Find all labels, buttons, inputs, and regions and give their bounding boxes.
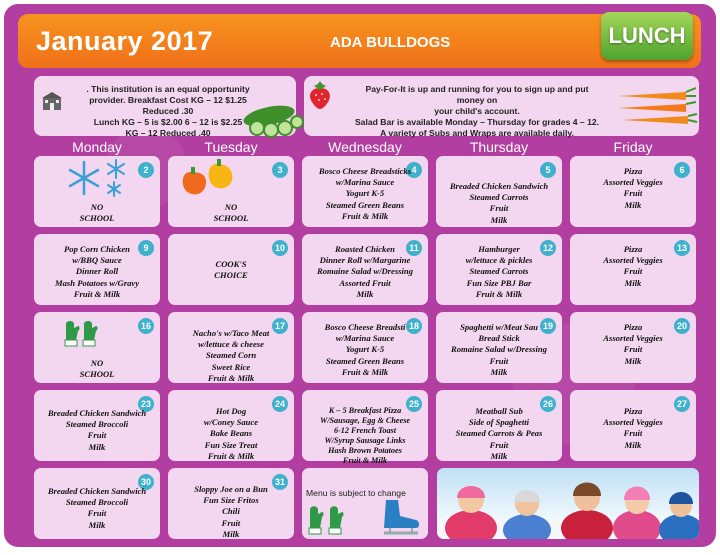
menu-item: Milk — [88, 519, 106, 530]
menu-item: w/Marina Sauce — [335, 333, 395, 344]
day-number: 20 — [674, 318, 690, 334]
day-cell — [436, 156, 562, 227]
day-cell — [436, 234, 562, 305]
ice-skate-icon — [376, 498, 422, 538]
menu-item: Bosco Cheese Breadsti — [324, 322, 406, 332]
menu-item: Pizza — [623, 406, 643, 416]
menu-item: Romaine Salad w/Dressing — [317, 266, 413, 277]
menu-item: Dinner Roll — [75, 266, 119, 277]
menu-text — [172, 484, 290, 540]
day-cell — [34, 390, 160, 461]
day-cell — [34, 234, 160, 305]
menu-item: Side of Spaghetti — [468, 417, 530, 428]
menu-item: CHOICE — [214, 270, 248, 281]
menu-item: Hot Dog — [215, 406, 247, 416]
menu-item: Milk — [624, 277, 642, 288]
cucumber-icon — [239, 98, 311, 138]
menu-item: Milk — [624, 199, 642, 210]
weekday-thursday: Thursday — [469, 139, 529, 155]
menu-text — [306, 166, 424, 222]
menu-text — [306, 322, 424, 378]
menu-item: w/Coney Sauce — [203, 417, 259, 428]
snowflake-icon — [64, 158, 134, 198]
day-number: 9 — [138, 240, 154, 256]
menu-item: Steamed Broccoli — [65, 419, 129, 430]
menu-item: Milk — [490, 450, 508, 461]
menu-item: Fun Size Treat — [204, 439, 258, 450]
menu-page — [4, 4, 716, 547]
menu-item: Meatball Sub — [475, 406, 523, 416]
day-cell — [34, 468, 160, 539]
day-number: 11 — [406, 240, 422, 256]
weekday-wednesday: Wednesday — [328, 139, 402, 155]
menu-item: Fruit — [87, 508, 107, 519]
menu-item: w/lettuce & cheese — [198, 339, 264, 350]
menu-item: Milk — [356, 288, 374, 299]
menu-item: Assorted Veggies — [603, 255, 663, 266]
lunch-badge-label: LUNCH — [608, 23, 686, 48]
menu-text — [440, 244, 558, 300]
menu-item: Steamed Green Beans — [325, 355, 405, 366]
mittens-icon — [306, 502, 350, 538]
day-cell — [302, 390, 428, 465]
menu-text — [38, 358, 156, 380]
menu-item: Breaded Chicken Sandwich — [47, 408, 147, 418]
menu-item: W/Syrup Sausage Links — [324, 436, 406, 445]
page-title: January 2017 — [36, 26, 214, 56]
day-cell — [570, 312, 696, 383]
day-cell — [168, 468, 294, 539]
day-number: 19 — [540, 318, 556, 334]
menu-item: Assorted Veggies — [603, 417, 663, 428]
menu-text — [172, 406, 290, 462]
menu-item: Pizza — [623, 166, 643, 176]
day-cell — [436, 390, 562, 461]
day-cell — [436, 312, 562, 383]
menu-item: NO — [90, 358, 104, 368]
menu-text — [172, 328, 290, 384]
menu-item: Sweet Rice — [211, 361, 251, 372]
day-number: 2 — [138, 162, 154, 178]
menu-item: Fruit — [87, 430, 107, 441]
info-left-line: KG – 12 Reduced .40 — [125, 128, 211, 138]
day-cell — [302, 234, 428, 305]
menu-item: Milk — [624, 355, 642, 366]
mittens-icon — [62, 318, 102, 352]
menu-item: SCHOOL — [213, 213, 249, 224]
menu-item: Yogurt K-5 — [345, 188, 385, 199]
menu-item: Steamed Corn — [205, 350, 257, 361]
day-number: 10 — [272, 240, 288, 256]
info-right-line: Salad Bar is available Monday – Thursday for grades 4 – 12. — [354, 117, 600, 127]
menu-item: Fruit & Milk — [475, 288, 523, 299]
menu-item: NO — [224, 202, 238, 212]
menu-item: Steamed Broccoli — [65, 497, 129, 508]
menu-item: Spaghetti w/Meat Sau — [460, 322, 538, 332]
day-cell — [34, 312, 160, 383]
menu-text — [574, 406, 692, 451]
menu-item: Breaded Chicken Sandwich — [47, 486, 147, 496]
menu-item: Sloppy Joe on a Bun — [194, 484, 268, 494]
menu-item: Steamed Carrots — [469, 192, 529, 203]
menu-item: Milk — [490, 214, 508, 225]
menu-item: Bosco Cheese Breadsticks — [318, 166, 412, 176]
menu-item: Fruit & Milk — [341, 366, 389, 377]
menu-item: W/Sausage, Egg & Cheese — [319, 416, 411, 425]
menu-item: Fruit — [489, 355, 509, 366]
menu-text — [38, 486, 156, 531]
menu-item: Roasted Chicken — [335, 244, 395, 254]
menu-item: Pop Corn Chicken — [64, 244, 130, 254]
day-cell — [168, 156, 294, 227]
info-right-line: your child's account. — [434, 106, 520, 116]
menu-item: COOK'S — [215, 259, 247, 269]
menu-item: Nacho's w/Taco Meat — [192, 328, 270, 338]
school-icon — [40, 90, 64, 112]
day-number: 4 — [406, 162, 422, 178]
day-number: 13 — [674, 240, 690, 256]
day-cell — [168, 234, 294, 305]
lunch-badge — [601, 12, 693, 60]
menu-item: SCHOOL — [79, 369, 115, 380]
menu-item: Milk — [624, 439, 642, 450]
day-cell — [34, 156, 160, 227]
day-number: 5 — [540, 162, 556, 178]
children-illustration — [437, 468, 699, 539]
menu-item: Fun Size PBJ Bar — [466, 277, 532, 288]
menu-text — [38, 202, 156, 224]
day-number: 23 — [138, 396, 154, 412]
menu-text — [574, 166, 692, 211]
menu-item: Hash Brown Potatoes — [328, 446, 402, 455]
children-in-snow-photo — [437, 468, 699, 539]
menu-item: K – 5 Breakfast Pizza — [328, 406, 402, 415]
menu-item: Chili — [222, 506, 240, 517]
pricing-info-box — [34, 76, 296, 136]
menu-item: Pizza — [623, 322, 643, 332]
menu-item: Pizza — [623, 244, 643, 254]
day-number: 27 — [674, 396, 690, 412]
day-number: 26 — [540, 396, 556, 412]
day-number: 6 — [674, 162, 690, 178]
day-cell — [168, 390, 294, 461]
carrots-icon — [612, 86, 698, 128]
strawberry-icon — [306, 80, 334, 110]
menu-item: Assorted Fruit — [339, 277, 391, 288]
menu-text — [440, 406, 558, 462]
menu-item: Fruit & Milk — [207, 450, 255, 461]
note-cell — [302, 468, 428, 539]
menu-item: Steamed Green Beans — [325, 199, 405, 210]
menu-text — [574, 322, 692, 367]
menu-item: w/Marina Sauce — [335, 177, 395, 188]
menu-change-note: Menu is subject to change — [306, 488, 406, 498]
menu-text — [172, 202, 290, 224]
menu-item: Bake Beans — [209, 428, 253, 439]
menu-item: SCHOOL — [79, 213, 115, 224]
menu-item: Fun Size Fritos — [203, 495, 259, 506]
menu-text — [440, 322, 558, 378]
day-cell — [302, 312, 428, 383]
menu-item: Fruit — [623, 188, 643, 199]
info-right-line: A variety of Subs and Wraps are available daily. — [380, 128, 574, 138]
menu-item: Milk — [88, 441, 106, 452]
menu-item: Hamburger — [478, 244, 520, 254]
day-number: 17 — [272, 318, 288, 334]
day-cell — [570, 156, 696, 227]
day-number: 16 — [138, 318, 154, 334]
menu-item: Fruit & Milk — [342, 456, 388, 465]
day-number: 24 — [272, 396, 288, 412]
info-left-line: Lunch KG – 5 is $2.00 6 – 12 is $2.25 — [93, 117, 243, 127]
day-number: 3 — [272, 162, 288, 178]
menu-text — [38, 408, 156, 453]
header-bar — [18, 14, 701, 68]
school-name: ADA BULLDOGS — [330, 34, 451, 51]
menu-item: w/lettuce & pickles — [465, 255, 533, 266]
day-cell — [168, 312, 294, 383]
menu-item: Bread Stick — [478, 333, 520, 344]
menu-item: Assorted Veggies — [603, 333, 663, 344]
menu-item: Steamed Carrots & Peas — [455, 428, 543, 439]
menu-item: Assorted Veggies — [603, 177, 663, 188]
menu-item: Romaine Salad w/Dressing — [451, 344, 547, 355]
menu-item: NO — [90, 202, 104, 212]
day-cell — [570, 234, 696, 305]
day-number: 18 — [406, 318, 422, 334]
info-left-line: Reduced .30 — [142, 106, 194, 116]
menu-text — [306, 406, 424, 466]
info-left-line: provider. Breakfast Cost KG – 12 $1.25 — [89, 95, 247, 105]
menu-item: Yogurt K-5 — [345, 344, 385, 355]
day-number: 30 — [138, 474, 154, 490]
day-cell — [570, 390, 696, 461]
info-left-line: . This institution is an equal opportunity — [86, 84, 250, 94]
menu-item: Fruit — [623, 428, 643, 439]
day-number: 25 — [406, 396, 422, 412]
menu-item: 6-12 French Toast — [333, 426, 397, 435]
menu-item: Steamed Carrots — [469, 266, 529, 277]
day-number: 12 — [540, 240, 556, 256]
menu-text — [440, 181, 558, 226]
menu-item: Fruit & Milk — [341, 210, 389, 221]
day-number: 31 — [272, 474, 288, 490]
menu-text — [306, 244, 424, 300]
menu-item: Fruit — [221, 517, 241, 528]
menu-item: Fruit — [623, 266, 643, 277]
menu-item: Breaded Chicken Sandwich — [449, 181, 549, 191]
bell-pepper-icon — [176, 158, 246, 198]
menu-item: Fruit — [623, 344, 643, 355]
menu-item: Fruit — [489, 203, 509, 214]
menu-text — [574, 244, 692, 289]
menu-item: Mash Potatoes w/Gravy — [54, 277, 140, 288]
menu-item: Fruit — [489, 439, 509, 450]
info-right-line: Pay-For-It is up and running for you to sign up and put money on — [365, 84, 589, 105]
menu-item: Dinner Roll w/Margarine — [319, 255, 411, 266]
menu-text — [172, 259, 290, 281]
weekday-tuesday: Tuesday — [204, 139, 258, 155]
menu-item: Milk — [490, 366, 508, 377]
menu-item: Milk — [222, 528, 240, 539]
weekday-friday: Friday — [613, 139, 653, 155]
menu-item: Fruit & Milk — [207, 372, 255, 383]
weekday-monday: Monday — [72, 139, 122, 155]
announcement-box — [304, 76, 699, 136]
day-cell — [302, 156, 428, 227]
menu-item: w/BBQ Sauce — [72, 255, 122, 266]
menu-item: Fruit & Milk — [73, 288, 121, 299]
menu-text — [38, 244, 156, 300]
